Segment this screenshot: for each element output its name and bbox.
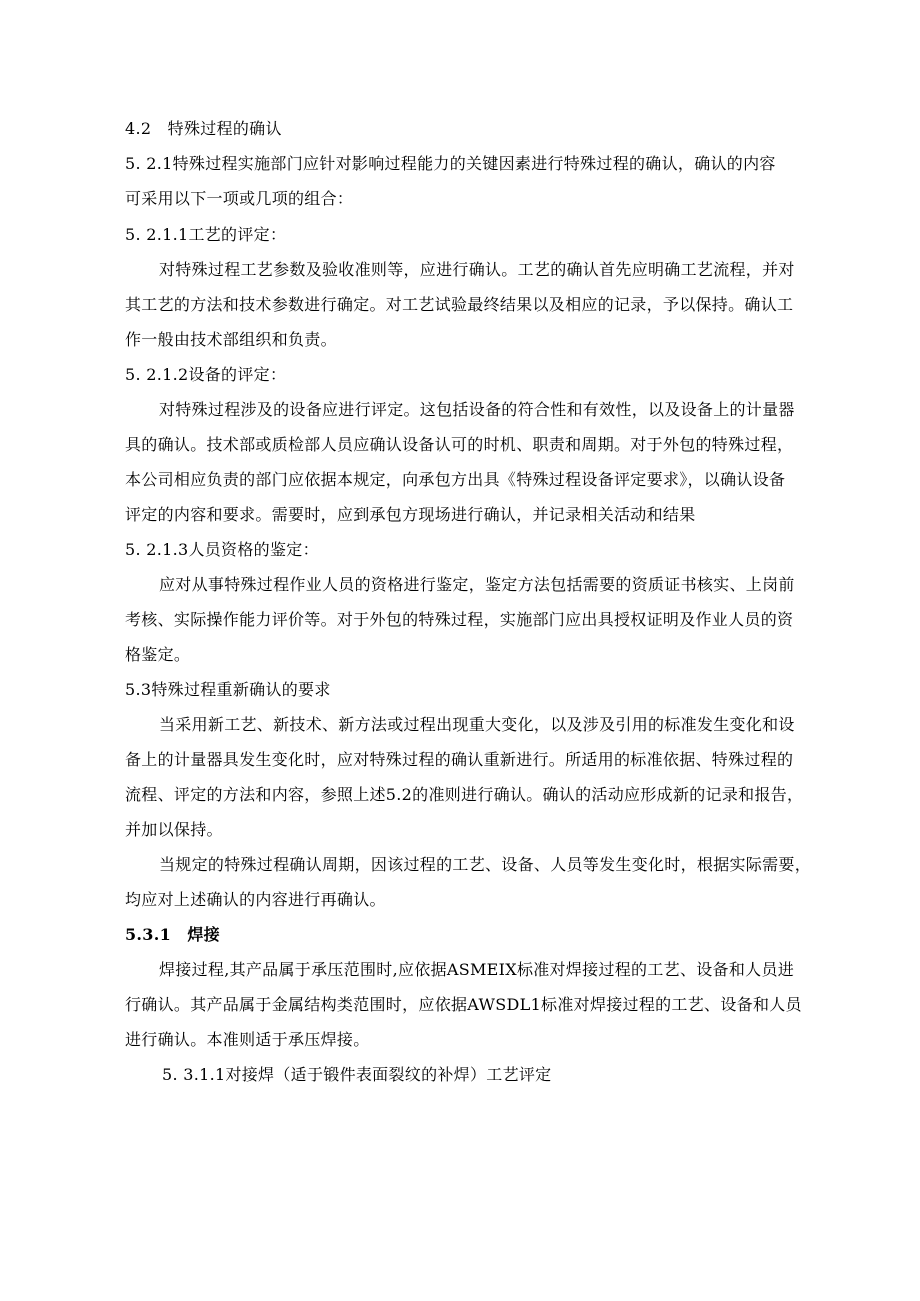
paragraph-line: 可采用以下一项或几项的组合： bbox=[125, 189, 354, 208]
paragraph-line: 格鉴定。 bbox=[125, 645, 191, 664]
subsection-heading-5-2-1-3: 5. 2.1.3人员资格的鉴定： bbox=[125, 540, 319, 559]
paragraph-line: 当规定的特殊过程确认周期，因该过程的工艺、设备、人员等发生变化时，根据实际需要， bbox=[159, 855, 812, 874]
paragraph-line: 作一般由技术部组织和负责。 bbox=[125, 330, 337, 349]
paragraph-line: 应对从事特殊过程作业人员的资格进行鉴定，鉴定方法包括需要的资质证书核实、上岗前 bbox=[159, 575, 795, 594]
paragraph-line: 具的确认。技术部或质检部人员应确认设备认可的时机、职责和周期。对于外包的特殊过程， bbox=[125, 435, 794, 454]
paragraph-line: 5. 2.1特殊过程实施部门应针对影响过程能力的关键因素进行特殊过程的确认，确认的内容 bbox=[125, 154, 776, 173]
section-heading-4-2: 4.2 特殊过程的确认 bbox=[125, 119, 282, 138]
paragraph-line: 进行确认。本准则适于承压焊接。 bbox=[125, 1030, 370, 1049]
subsection-heading-5-3-1-1: 5. 3.1.1对接焊（适于锻件表面裂纹的补焊）工艺评定 bbox=[162, 1065, 552, 1084]
paragraph-line: 对特殊过程涉及的设备应进行评定。这包括设备的符合性和有效性，以及设备上的计量器 bbox=[159, 400, 795, 419]
paragraph-line: 并加以保持。 bbox=[125, 820, 223, 839]
subsection-heading-5-2-1-2: 5. 2.1.2设备的评定： bbox=[125, 365, 287, 384]
paragraph-line: 备上的计量器具发生变化时，应对特殊过程的确认重新进行。所适用的标准依据、特殊过程的 bbox=[125, 750, 794, 769]
paragraph-line: 本公司相应负责的部门应依据本规定，向承包方出具《特殊过程设备评定要求》，以确认设备 bbox=[125, 470, 786, 489]
paragraph-line: 当采用新工艺、新技术、新方法或过程出现重大变化，以及涉及引用的标准发生变化和设 bbox=[159, 715, 795, 734]
subsection-heading-5-2-1-1: 5. 2.1.1工艺的评定： bbox=[125, 225, 287, 244]
section-heading-5-3-1: 5.3.1 焊接 bbox=[125, 925, 220, 944]
paragraph-line: 考核、实际操作能力评价等。对于外包的特殊过程，实施部门应出具授权证明及作业人员的资 bbox=[125, 610, 794, 629]
paragraph-line: 流程、评定的方法和内容，参照上述5.2的准则进行确认。确认的活动应形成新的记录和报告， bbox=[125, 785, 804, 804]
paragraph-line: 其工艺的方法和技术参数进行确定。对工艺试验最终结果以及相应的记录，予以保持。确认工 bbox=[125, 295, 794, 314]
paragraph-line: 评定的内容和要求。需要时，应到承包方现场进行确认，并记录相关活动和结果 bbox=[125, 505, 696, 524]
paragraph-line: 行确认。其产品属于金属结构类范围时，应依据AWSDL1标准对焊接过程的工艺、设备和人员 bbox=[125, 995, 802, 1014]
paragraph-line: 均应对上述确认的内容进行再确认。 bbox=[125, 890, 386, 909]
paragraph-line: 对特殊过程工艺参数及验收准则等，应进行确认。工艺的确认首先应明确工艺流程，并对 bbox=[159, 260, 795, 279]
section-heading-5-3: 5.3特殊过程重新确认的要求 bbox=[125, 680, 331, 699]
paragraph-line: 焊接过程,其产品属于承压范围时,应依据ASMEIX标准对焊接过程的工艺、设备和人员进 bbox=[159, 960, 795, 979]
